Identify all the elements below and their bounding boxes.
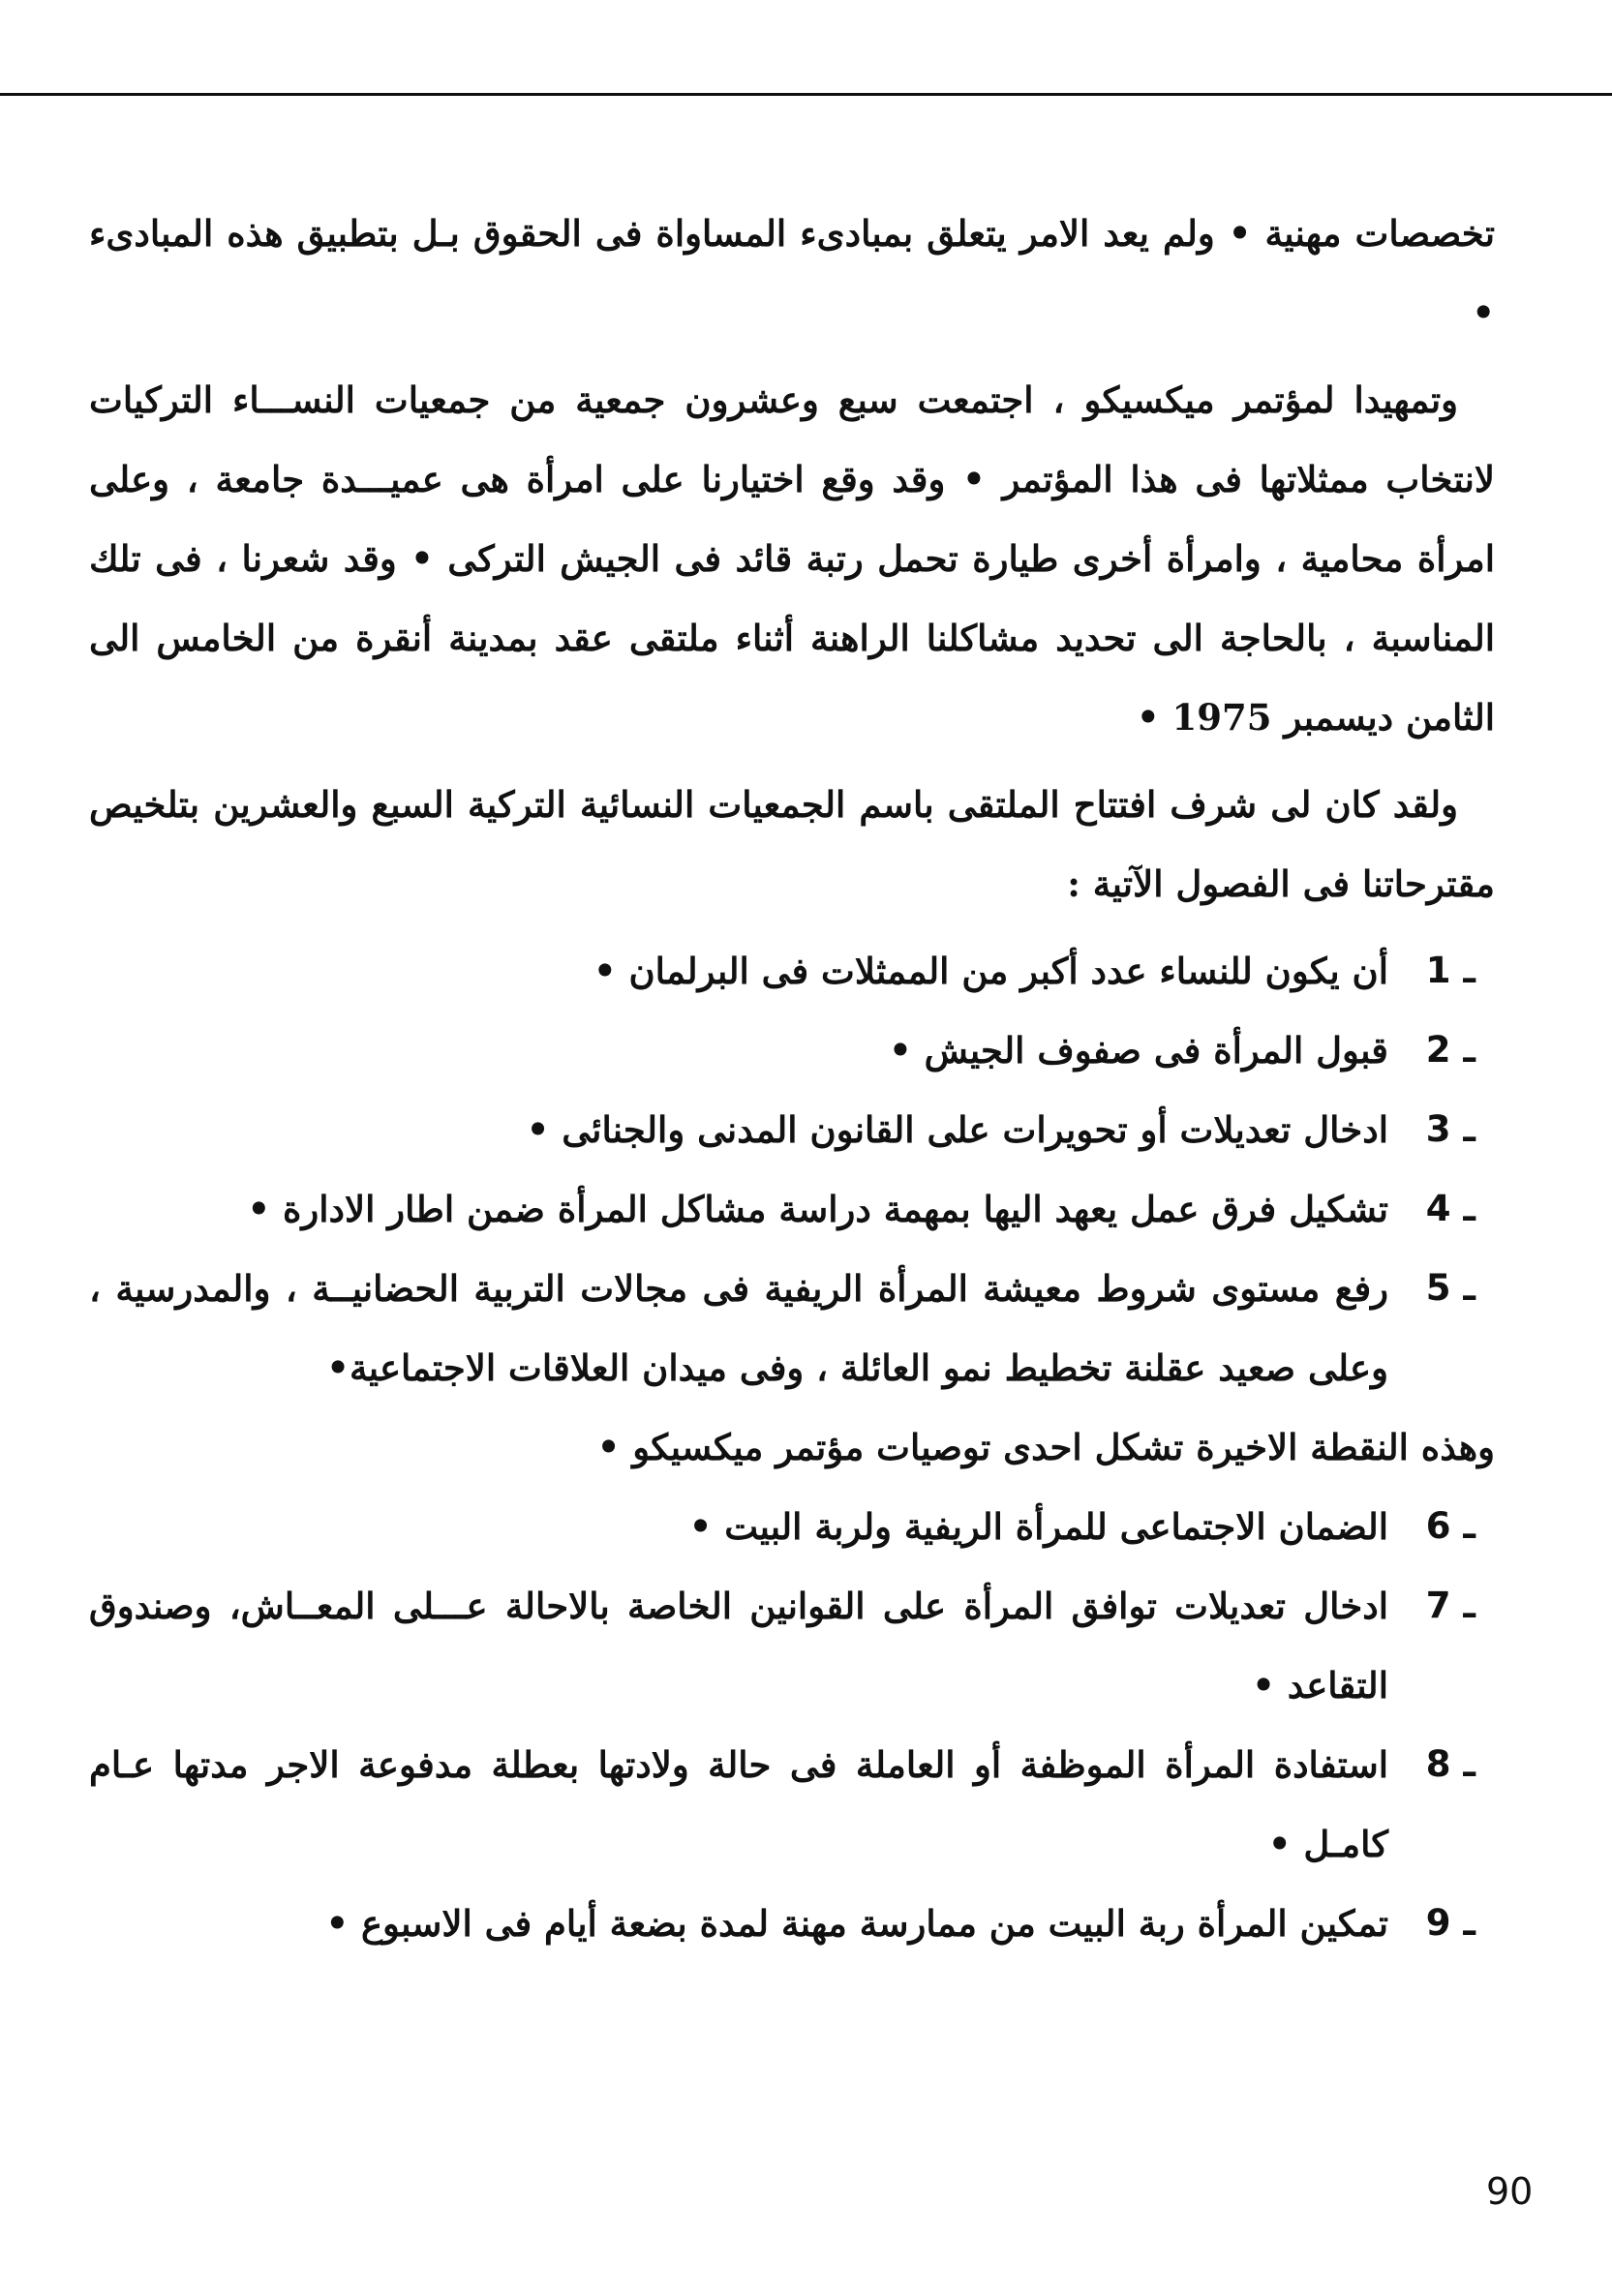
item-number: 4 ـ	[1425, 1188, 1475, 1229]
item-text: قبول المرأة فى صفوف الجيش •	[889, 1029, 1388, 1072]
item-text: ادخال تعديلات توافق المرأة على القوانين الخاصة بالاحالة عـــلى المعــاش، وصندوق التقاعد •	[89, 1585, 1388, 1707]
list-item	[89, 1090, 1475, 1169]
list-item	[89, 1249, 1475, 1407]
page-number: 90	[1486, 2170, 1534, 2213]
top-rule	[0, 93, 1612, 96]
item-number: 1 ـ	[1425, 950, 1475, 991]
paragraph-3: ولقد كان لى شرف افتتاح الملتقى باسم الجمعيات النسائية التركية السبع والعشرين بتلخيص مقترحاتنا فى الفصول الآتية :	[89, 783, 1495, 905]
list-item	[89, 1725, 1475, 1884]
item-number: 3 ـ	[1425, 1108, 1475, 1150]
proposals-list-1	[89, 931, 1495, 1407]
proposals-list-2	[89, 1487, 1495, 1963]
item-number: 8 ـ	[1425, 1743, 1475, 1785]
list-item	[89, 1884, 1475, 1963]
list-item	[89, 1487, 1475, 1566]
item-number: 5 ـ	[1425, 1267, 1475, 1309]
item-number: 9 ـ	[1425, 1902, 1475, 1944]
list-item	[89, 1566, 1475, 1725]
item-text: رفع مستوى شروط معيشة المرأة الريفية فى مجالات التربية الحضانيــة ، والمدرسية ، وعلى صعيد عقلنة تخطيط نمو العائلة ، وفى ميدان العلاقات الاجتماعية•	[89, 1267, 1388, 1389]
item-text: ادخال تعديلات أو تحويرات على القانون المدنى والجنائى •	[526, 1108, 1388, 1151]
note-paragraph: وهذه النقطة الاخيرة تشكل احدى توصيات مؤتمر ميكسيكو •	[596, 1426, 1495, 1468]
list-item	[89, 1011, 1475, 1090]
item-number: 6 ـ	[1425, 1505, 1475, 1547]
paragraph-1: تخصصات مهنية • ولم يعد الامر يتعلق بمبادىء المساواة فى الحقوق بـل بتطبيق هذه المبادىء •	[89, 212, 1495, 334]
item-text: الضمان الاجتماعى للمرأة الريفية ولربة البيت •	[688, 1505, 1388, 1548]
item-text: أن يكون للنساء عدد أكبر من الممثلات فى البرلمان •	[593, 950, 1388, 992]
item-text: تشكيل فرق عمل يعهد اليها بمهمة دراسة مشاكل المرأة ضمن اطار الادارة •	[247, 1188, 1388, 1230]
list-item	[89, 1169, 1475, 1249]
item-text: استفادة المرأة الموظفة أو العاملة فى حالة ولادتها بعطلة مدفوعة الاجر مدتها عـام كامـل •	[89, 1743, 1388, 1865]
item-text: تمكين المرأة ربة البيت من ممارسة مهنة لمدة بضعة أيام فى الاسبوع •	[325, 1902, 1388, 1945]
list-item	[89, 931, 1475, 1011]
item-number: 7 ـ	[1425, 1585, 1475, 1626]
item-number: 2 ـ	[1425, 1029, 1475, 1071]
page-body	[89, 194, 1495, 1963]
paragraph-2: وتمهيدا لمؤتمر ميكسيكو ، اجتمعت سبع وعشرون جمعية من جمعيات النســـاء التركيات لانتخاب ممثلاتها فى هذا المؤتمر • وقد وقع اختيارنا على امرأة هى عميـــدة جامعة ، وعلى امرأة محامية ، وامرأة أخرى طيارة تحمل رتبة قائد فى الجيش التركى • وقد شعرنا ، فى تلك المناسبة ، بالحاجة الى تحديد مشاكلنا الراهنة أثناء ملتقى عقد بمدينة أنقرة من الخامس الى الثامن ديسمبر 1975 •	[89, 378, 1495, 739]
